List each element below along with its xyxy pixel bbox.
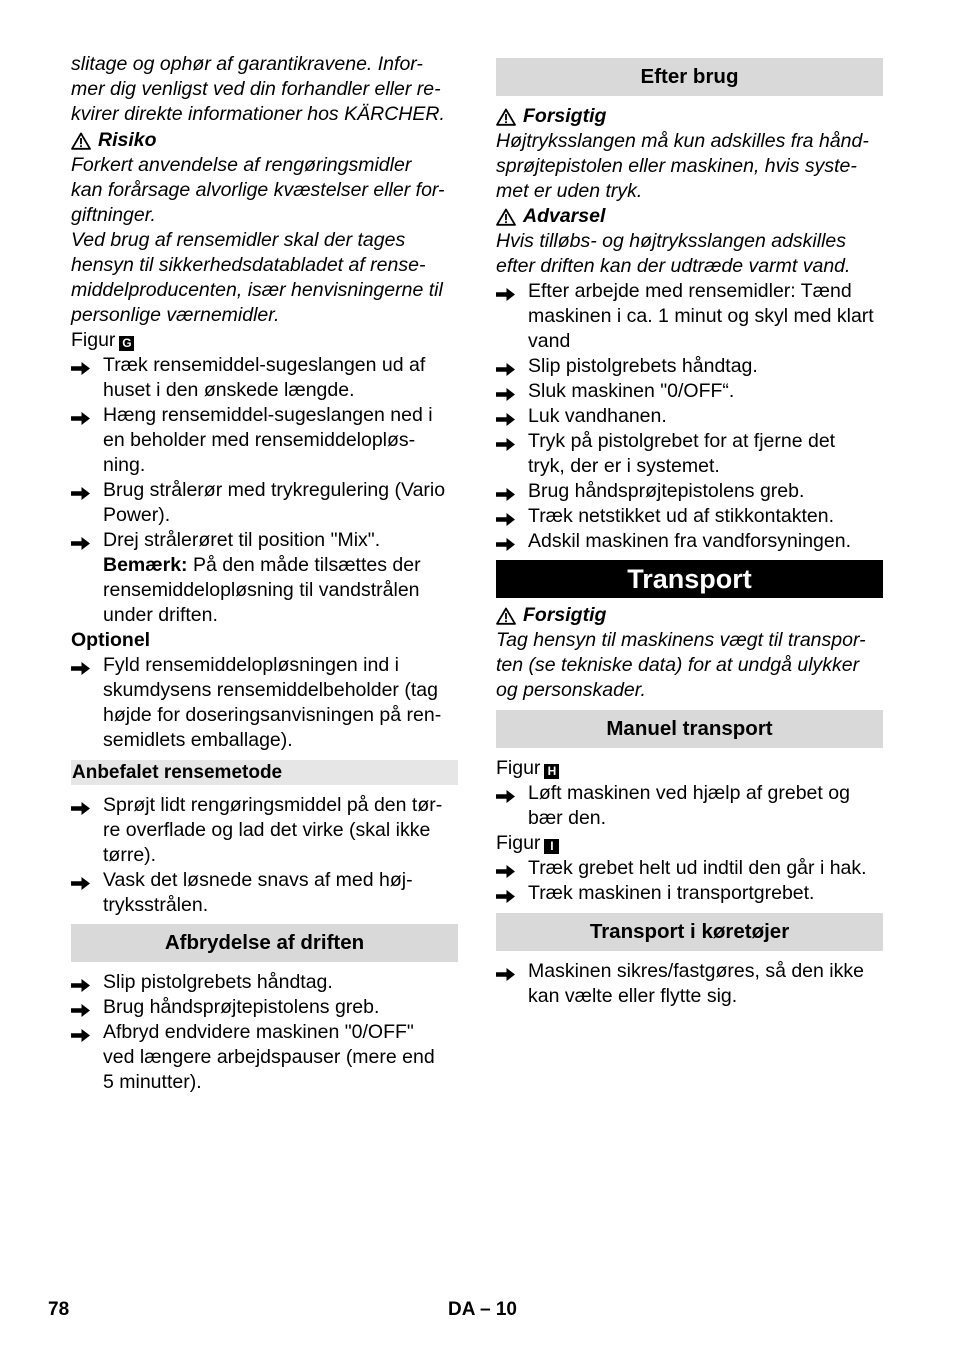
warning-heading — [496, 204, 883, 229]
list-item-line: tryk, der er i systemet. — [528, 455, 720, 477]
risk-heading — [71, 128, 458, 153]
list-item — [496, 279, 883, 354]
list-item-line: Drej strålerøret til position "Mix". — [103, 529, 381, 551]
text-line: under driften. — [103, 604, 218, 626]
list-item — [496, 529, 883, 554]
text-line: efter driften kan der udtræde varmt vand. — [496, 255, 851, 277]
arrow-right-icon — [71, 1000, 91, 1015]
list-item-line: Maskinen sikres/fastgøres, så den ikke — [528, 960, 864, 982]
text-line: rensemiddelopløsning til vandstrålen — [103, 579, 420, 601]
page-number: 78 — [48, 1299, 70, 1320]
caution-title-1: Forsigtig — [523, 105, 607, 127]
after-use-steps-list — [496, 279, 883, 554]
section-label: DA – 10 — [448, 1299, 517, 1320]
interrupt-steps-list — [71, 970, 458, 1095]
list-item-line: Sprøjt lidt rengøringsmiddel på den tør- — [103, 794, 443, 816]
list-item — [496, 881, 883, 906]
text-line: sprøjtepistolen eller maskinen, hvis syste- — [496, 155, 857, 177]
list-item — [71, 403, 458, 478]
list-item — [496, 404, 883, 429]
arrow-right-icon — [496, 434, 516, 449]
list-item-line: Tryk på pistolgrebet for at fjerne det — [528, 430, 836, 452]
text-line: slitage og ophør af garantikravene. Infor- — [71, 53, 423, 75]
note-label: Bemærk: — [103, 554, 188, 576]
list-item-line: en beholder med rensemiddelopløs- — [103, 429, 416, 451]
arrow-right-icon — [496, 359, 516, 374]
figure-i-icon: I — [544, 839, 559, 854]
note-line-1: På den måde tilsættes der — [187, 554, 421, 576]
arrow-right-icon — [71, 358, 91, 373]
list-item-line: Træk netstikket ud af stikkontakten. — [528, 505, 834, 527]
intro-text — [71, 52, 458, 127]
figure-label: Figur — [496, 757, 541, 779]
arrow-right-icon — [71, 533, 91, 548]
list-item-line: Luk vandhanen. — [528, 405, 667, 427]
left-column — [71, 52, 458, 1095]
warning-title: Advarsel — [523, 205, 606, 227]
caution-title-2: Forsigtig — [523, 604, 607, 626]
list-item — [71, 970, 458, 995]
figure-label: Figur — [71, 329, 116, 351]
text-line: og personskader. — [496, 679, 646, 701]
list-item-line: skumdysens rensemiddelbeholder (tag — [103, 679, 438, 701]
list-item — [496, 856, 883, 881]
list-item-line: Træk grebet helt ud indtil den går i hak. — [528, 857, 867, 879]
list-item-line: Træk maskinen i transportgrebet. — [528, 882, 815, 904]
list-item-line: Brug strålerør med trykregulering (Vario — [103, 479, 446, 501]
arrow-right-icon — [496, 786, 516, 801]
arrow-right-icon — [71, 1025, 91, 1040]
manual-steps-list-2 — [496, 856, 883, 906]
risk-text-2 — [71, 228, 458, 328]
list-item-line: Efter arbejde med rensemidler: Tænd — [528, 280, 852, 302]
risk-text — [71, 153, 458, 228]
text-line: met er uden tryk. — [496, 180, 643, 202]
risk-title: Risiko — [98, 129, 157, 151]
figure-reference-h — [496, 756, 883, 781]
list-item — [71, 868, 458, 918]
list-item — [71, 528, 458, 553]
list-item-line: Træk rensemiddel-sugeslangen ud af — [103, 354, 426, 376]
text-line: middelproducenten, især henvisningerne til — [71, 279, 443, 301]
list-item-line: Hæng rensemiddel-sugeslangen ned i — [103, 404, 433, 426]
list-item-line: Brug håndsprøjtepistolens greb. — [528, 480, 805, 502]
warning-triangle-icon — [496, 208, 516, 226]
vehicle-transport-heading: Transport i køretøjer — [496, 913, 883, 951]
interrupt-heading: Afbrydelse af driften — [71, 924, 458, 962]
arrow-right-icon — [496, 886, 516, 901]
arrow-right-icon — [496, 384, 516, 399]
recommended-steps-list — [71, 793, 458, 918]
text-line: ten (se tekniske data) for at undgå ulykker — [496, 654, 860, 676]
arrow-right-icon — [71, 483, 91, 498]
arrow-right-icon — [496, 509, 516, 524]
arrow-right-icon — [71, 408, 91, 423]
list-item-line: Fyld rensemiddelopløsningen ind i — [103, 654, 399, 676]
text-line: Hvis tilløbs- og højtryksslangen adskilles — [496, 230, 847, 252]
list-item-line: Afbryd endvidere maskinen "0/OFF" — [103, 1021, 414, 1043]
list-item-line: ning. — [103, 454, 146, 476]
list-item — [496, 379, 883, 404]
list-item-line: Vask det løsnede snavs af med høj- — [103, 869, 413, 891]
list-item — [496, 429, 883, 479]
list-item-line: Power). — [103, 504, 171, 526]
list-item — [71, 353, 458, 403]
figure-g-icon: G — [119, 336, 134, 351]
list-item-line: ved længere arbejdspauser (mere end — [103, 1046, 435, 1068]
list-item-line: Adskil maskinen fra vandforsyningen. — [528, 530, 851, 552]
list-item-line: maskinen i ca. 1 minut og skyl med klart — [528, 305, 874, 327]
arrow-right-icon — [496, 284, 516, 299]
vehicle-steps-list — [496, 959, 883, 1009]
warning-text — [496, 229, 883, 279]
list-item-line: 5 minutter). — [103, 1071, 202, 1093]
list-item-line: kan vælte eller flytte sig. — [528, 985, 738, 1007]
list-item-line: højde for doseringsanvisningen på ren- — [103, 704, 442, 726]
optional-steps-list — [71, 653, 458, 753]
arrow-right-icon — [71, 975, 91, 990]
figure-reference — [71, 328, 458, 353]
text-line: Ved brug af rensemidler skal der tages — [71, 229, 406, 251]
text-line: mer dig venligst ved din forhandler eller re- — [71, 78, 441, 100]
warning-triangle-icon — [496, 108, 516, 126]
list-item — [71, 995, 458, 1020]
caution-text-2 — [496, 628, 883, 703]
caution-text-1 — [496, 129, 883, 204]
manual-transport-heading: Manuel transport — [496, 710, 883, 748]
manual-steps-list-1 — [496, 781, 883, 831]
list-item — [71, 478, 458, 528]
list-item-line: vand — [528, 330, 571, 352]
list-item-line: Brug håndsprøjtepistolens greb. — [103, 996, 380, 1018]
arrow-right-icon — [71, 798, 91, 813]
after-use-heading: Efter brug — [496, 58, 883, 96]
figure-reference-i — [496, 831, 883, 856]
steps-list — [71, 353, 458, 553]
text-line: personlige værnemidler. — [71, 304, 280, 326]
list-item-line: tryksstrålen. — [103, 894, 209, 916]
optional-label: Optionel — [71, 629, 151, 651]
arrow-right-icon — [496, 484, 516, 499]
figure-label: Figur — [496, 832, 541, 854]
recommended-method-heading: Anbefalet rensemetode — [71, 760, 458, 785]
list-item-line: semidlets emballage). — [103, 729, 293, 751]
list-item — [496, 354, 883, 379]
arrow-right-icon — [71, 873, 91, 888]
list-item-line: tørre). — [103, 844, 157, 866]
note-lines — [103, 579, 420, 626]
text-line: Højtryksslangen må kun adskilles fra hånd- — [496, 130, 869, 152]
list-item-line: Slip pistolgrebets håndtag. — [103, 971, 333, 993]
list-item-line: huset i den ønskede længde. — [103, 379, 355, 401]
list-item — [496, 504, 883, 529]
arrow-right-icon — [496, 409, 516, 424]
list-item — [496, 959, 883, 1009]
list-item-line: Slip pistolgrebets håndtag. — [528, 355, 758, 377]
figure-h-icon: H — [544, 764, 559, 779]
list-item-line: re overflade og lad det virke (skal ikke — [103, 819, 431, 841]
right-column — [496, 52, 883, 1009]
text-line: hensyn til sikkerhedsdatabladet af rense- — [71, 254, 426, 276]
text-line: Forkert anvendelse af rengøringsmidler — [71, 154, 412, 176]
note — [71, 553, 458, 628]
list-item — [496, 781, 883, 831]
list-item-line: Løft maskinen ved hjælp af grebet og — [528, 782, 850, 804]
text-line: Tag hensyn til maskinens vægt til transpor- — [496, 629, 866, 651]
arrow-right-icon — [71, 658, 91, 673]
warning-triangle-icon — [71, 132, 91, 150]
list-item-line: bær den. — [528, 807, 607, 829]
list-item — [71, 793, 458, 868]
list-item — [71, 653, 458, 753]
arrow-right-icon — [496, 534, 516, 549]
arrow-right-icon — [496, 964, 516, 979]
arrow-right-icon — [496, 861, 516, 876]
text-line: kvirer direkte informationer hos KÄRCHER. — [71, 103, 445, 125]
transport-heading: Transport — [496, 560, 883, 598]
list-item — [71, 1020, 458, 1095]
list-item-line: Sluk maskinen "0/OFF“. — [528, 380, 735, 402]
caution-heading-2 — [496, 603, 883, 628]
text-line: kan forårsage alvorlige kvæstelser eller for- — [71, 179, 445, 201]
caution-heading-1 — [496, 104, 883, 129]
list-item — [496, 479, 883, 504]
text-line: giftninger. — [71, 204, 156, 226]
warning-triangle-icon — [496, 607, 516, 625]
